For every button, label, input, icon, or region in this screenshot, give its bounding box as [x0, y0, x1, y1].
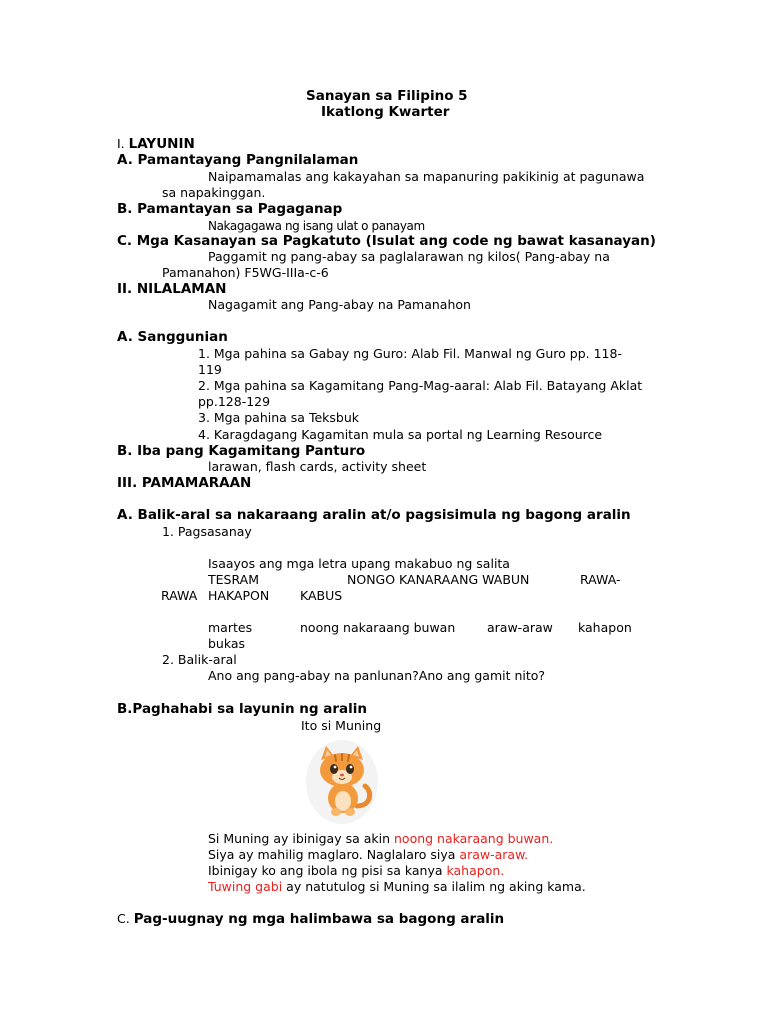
- answer-word: kahapon: [578, 620, 632, 635]
- story-line-4: [208, 881, 586, 894]
- pagsasanay-label: 1. Pagsasanay: [162, 524, 252, 539]
- sanggunian-item-1-cont: 119: [198, 362, 222, 377]
- kasanayan-heading: C. Mga Kasanayan sa Pagkatuto (Isulat ang code ng bawat kasanayan): [117, 233, 656, 249]
- story-text: Si Muning ay ibinigay sa akin: [208, 831, 394, 846]
- scrambled-word: HAKAPON: [208, 588, 270, 603]
- balik-aral-label: 2. Balik-aral: [162, 652, 237, 667]
- kasanayan-text-2: Pamanahon) F5WG-IIIa-c-6: [162, 265, 329, 280]
- section-letter: C.: [117, 911, 130, 926]
- answer-word: araw-araw: [487, 620, 553, 635]
- story-text: Ibinigay ko ang ibola ng pisi sa kanya: [208, 863, 447, 878]
- sanggunian-item-2-cont: pp.128-129: [198, 394, 271, 409]
- pag-uugnay-heading: Pag-uugnay ng mga halimbawa sa bagong aralin: [133, 911, 505, 927]
- answer-word: bukas: [208, 636, 246, 651]
- scrambled-word: NONGO KANARAANG WABUN: [347, 572, 530, 587]
- sanggunian-item-1: 1. Mga pahina sa Gabay ng Guro: Alab Fil. Manwal ng Guro pp. 118-: [198, 346, 622, 361]
- iba-pang-text: larawan, flash cards, activity sheet: [208, 459, 427, 474]
- scrambled-word: KABUS: [300, 588, 343, 603]
- kasanayan-text-1: Paggamit ng pang-abay sa paglalarawan ng kilos( Pang-abay na: [208, 249, 610, 264]
- answer-word: martes: [208, 620, 253, 635]
- sanggunian-item-3: 3. Mga pahina sa Teksbuk: [198, 410, 359, 425]
- story-highlight: kahapon.: [446, 863, 505, 878]
- pamantayan-pagaganap-heading: B. Pamantayan sa Pagaganap: [117, 201, 343, 217]
- balik-aral-question: Ano ang pang-abay na panlunan?Ano ang gamit nito?: [208, 668, 546, 683]
- paghahabi-intro: Ito si Muning: [301, 718, 382, 733]
- story-highlight: Tuwing gabi: [208, 879, 283, 894]
- section-roman-i: [117, 138, 195, 152]
- pamamaraan-heading: III. PAMAMARAAN: [117, 475, 252, 491]
- document-title: Sanayan sa Filipino 5: [306, 88, 468, 104]
- answer-word: noong nakaraang buwan: [300, 620, 456, 635]
- pamantayang-text-2: sa napakinggan.: [162, 185, 266, 200]
- sanggunian-heading: A. Sanggunian: [117, 329, 228, 345]
- story-line-2: [208, 849, 528, 862]
- kitten-illustration: [305, 740, 379, 824]
- sanggunian-item-4: 4. Karagdagang Kagamitan mula sa portal ng Learning Resource: [198, 427, 603, 442]
- story-highlight: araw-araw.: [459, 847, 529, 862]
- story-text: ay natutulog si Muning sa ilalim ng aking kama.: [282, 879, 586, 894]
- pagaganap-text: Nakagagawa ng isang ulat o panayam: [208, 219, 425, 233]
- sanggunian-item-2: 2. Mga pahina sa Kagamitang Pang-Mag-aaral: Alab Fil. Batayang Aklat: [198, 378, 643, 393]
- balik-aral-section-heading: A. Balik-aral sa nakaraang aralin at/o pagsisimula ng bagong aralin: [117, 507, 631, 523]
- roman-numeral: I.: [117, 136, 125, 151]
- nilalaman-text: Nagagamit ang Pang-abay na Pamanahon: [208, 297, 471, 312]
- story-text: Siya ay mahilig maglaro. Naglalaro siya: [208, 847, 460, 862]
- story-line-1: [208, 833, 553, 846]
- pagsasanay-instruction: Isaayos ang mga letra upang makabuo ng salita: [208, 556, 510, 571]
- story-line-3: [208, 865, 504, 878]
- document-subtitle: Ikatlong Kwarter: [321, 104, 450, 120]
- nilalaman-heading: II. NILALAMAN: [117, 281, 227, 297]
- scrambled-word: TESRAM: [208, 572, 259, 587]
- story-highlight: noong nakaraang buwan.: [394, 831, 554, 846]
- pamantayang-text-1: Naipamamalas ang kakayahan sa mapanuring pakikinig at pagunawa: [208, 169, 645, 184]
- iba-pang-heading: B. Iba pang Kagamitang Panturo: [117, 443, 366, 459]
- scrambled-word: RAWA-: [580, 572, 621, 587]
- scrambled-word: RAWA: [161, 588, 198, 603]
- pag-uugnay-line: [117, 913, 504, 927]
- paghahabi-heading: B.Paghahabi sa layunin ng aralin: [117, 701, 368, 717]
- layunin-heading: LAYUNIN: [128, 136, 195, 152]
- pamantayang-pangnilalaman-heading: A. Pamantayang Pangnilalaman: [117, 152, 359, 168]
